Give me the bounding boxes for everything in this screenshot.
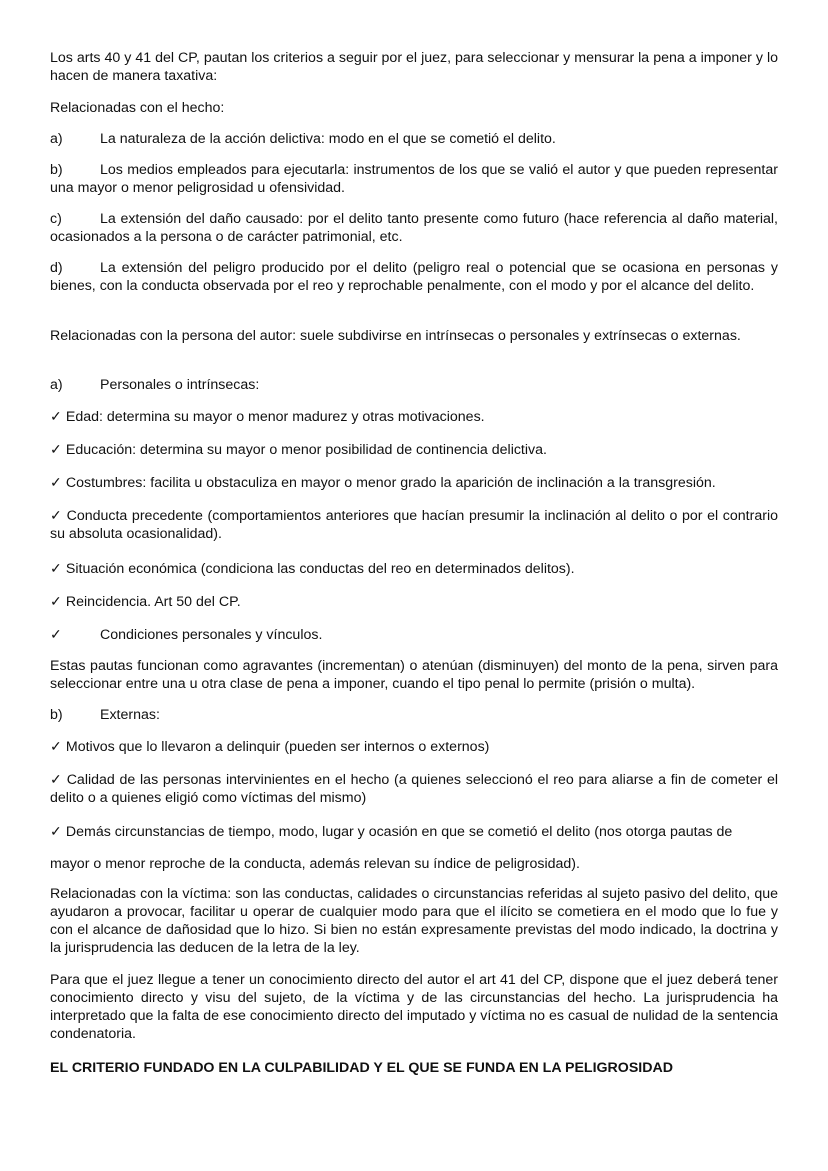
personales-item-educacion (50, 441, 778, 459)
check-icon: ✓ (50, 442, 62, 458)
item-text: La extensión del daño causado: por el delito tanto presente como futuro (hace referencia al daño material, ocasionados a la persona o de carácter patrimonial, etc. (50, 211, 778, 245)
item-text: Reincidencia. Art 50 del CP. (65, 594, 241, 610)
item-label: a) (50, 377, 63, 393)
item-text: La naturaleza de la acción delictiva: modo en el que se cometió el delito. (100, 131, 556, 147)
hecho-item-a (50, 130, 778, 148)
hecho-item-c (50, 210, 778, 246)
personales-item-reincidencia (50, 593, 778, 611)
personales-heading (50, 376, 778, 394)
check-icon: ✓ (50, 409, 62, 425)
autor-heading: Relacionadas con la persona del autor: suele subdivirse en intrínsecas o personales y extrínsecas o externas. (50, 328, 741, 344)
externas-heading (50, 706, 778, 724)
item-text: Los medios empleados para ejecutarla: instrumentos de los que se valió el autor y que pueden representar una mayor o menor peligrosidad u ofensividad. (50, 162, 778, 196)
hecho-heading: Relacionadas con el hecho: (50, 100, 225, 116)
juez-paragraph: Para que el juez llegue a tener un conocimiento directo del autor el art 41 del CP, dispone que el juez deberá tener conocimiento directo y visu del sujeto, de la víctima y de las circunstancias del hecho. La jurisprudencia ha interpretado que la falta de ese conocimiento directo del imputado y víctima no es casual de nulidad de la sentencia condenatoria. (50, 972, 778, 1042)
item-text: Situación económica (condiciona las conductas del reo en determinados delitos). (65, 561, 575, 577)
item-label: c) (50, 211, 62, 227)
item-text: Costumbres: facilita u obstaculiza en mayor o menor grado la aparición de inclinación a la transgresión. (65, 475, 716, 491)
check-icon: ✓ (50, 561, 62, 577)
check-icon: ✓ (50, 508, 63, 524)
personales-item-edad (50, 408, 778, 426)
item-text: Conducta precedente (comportamientos anteriores que hacían presumir la inclinación al delito o por el contrario su absoluta ocasionalidad). (50, 508, 778, 542)
item-text: Externas: (100, 707, 160, 723)
externas-continuation: mayor o menor reproche de la conducta, además relevan su índice de peligrosidad). (50, 856, 580, 872)
hecho-item-b (50, 161, 778, 197)
personales-item-situacion (50, 560, 778, 578)
item-text: Motivos que lo llevaron a delinquir (pueden ser internos o externos) (65, 739, 490, 755)
externas-item-calidad (50, 771, 778, 807)
externas-item-motivos (50, 738, 778, 756)
item-text: Personales o intrínsecas: (100, 377, 260, 393)
item-text: Condiciones personales y vínculos. (100, 627, 323, 643)
externas-item-circunstancias (50, 823, 778, 841)
item-label: b) (50, 162, 63, 178)
item-text: Edad: determina su mayor o menor madurez y otras motivaciones. (65, 409, 485, 425)
hecho-item-d (50, 259, 778, 295)
check-icon: ✓ (50, 594, 62, 610)
item-label: a) (50, 131, 63, 147)
item-text: Calidad de las personas intervinientes en el hecho (a quienes seleccionó el reo para aliarse a fin de cometer el delito o a quienes eligió como víctimas del mismo) (50, 772, 778, 806)
item-label: d) (50, 260, 63, 276)
victima-paragraph: Relacionadas con la víctima: son las conductas, calidades o circunstancias referidas al sujeto pasivo del delito, que ayudaron a provocar, facilitar u operar de cualquier modo para que el ilícito se cometiera en el modo que lo fue y con el alcance de dañosidad que lo hizo. Si bien no están expresamente previstas del modo indicado, la doctrina y la jurisprudencia las deducen de la letra de la ley. (50, 886, 778, 956)
item-text: La extensión del peligro producido por el delito (peligro real o potencial que se ocasiona en personas y bienes, con la conducta observada por el reo y reprochable penalmente, con el modo y por el alcance del delito. (50, 260, 778, 294)
section-heading: EL CRITERIO FUNDADO EN LA CULPABILIDAD Y EL QUE SE FUNDA EN LA PELIGROSIDAD (50, 1060, 673, 1076)
check-icon: ✓ (50, 739, 62, 755)
item-text: Educación: determina su mayor o menor posibilidad de continencia delictiva. (65, 442, 547, 458)
check-icon: ✓ (50, 824, 62, 840)
personales-item-condiciones (50, 626, 778, 644)
personales-item-costumbres (50, 474, 778, 492)
check-icon: ✓ (50, 475, 62, 491)
check-icon: ✓ (50, 627, 62, 643)
check-icon: ✓ (50, 772, 63, 788)
personales-item-conducta (50, 507, 778, 543)
intro-paragraph: Los arts 40 y 41 del CP, pautan los criterios a seguir por el juez, para seleccionar y mensurar la pena a imponer y lo hacen de manera taxativa: (50, 50, 778, 84)
pautas-paragraph: Estas pautas funcionan como agravantes (incrementan) o atenúan (disminuyen) del monto de la pena, sirven para seleccionar entre una u otra clase de pena a imponer, cuando el tipo penal lo permite (prisión o multa). (50, 658, 778, 692)
item-text: Demás circunstancias de tiempo, modo, lugar y ocasión en que se cometió el delito (nos otorga pautas de (65, 824, 733, 840)
item-label: b) (50, 707, 63, 723)
